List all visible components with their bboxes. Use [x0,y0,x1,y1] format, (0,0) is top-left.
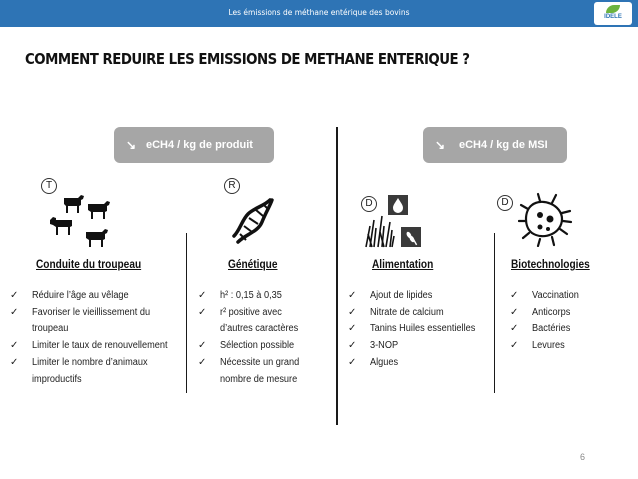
list-item: ✓ Sélection possible [198,338,306,355]
presentation-title: Les émissions de méthane entérique des bovins [228,8,410,17]
list-item-continuation: improductifs [32,373,82,385]
list-item-continuation: troupeau [32,323,69,335]
logo-text: IDELE [604,14,622,20]
list-item: ✓ Limiter le taux de renouvellement [10,338,179,355]
idele-logo [594,2,632,25]
bacteria-icon [518,191,574,247]
dna-icon [232,196,276,248]
list-item: ✓ 3-NOP [348,338,485,355]
list-conduite [10,288,179,388]
center-divider [336,127,338,425]
list-item: ✓ r² positive avec [198,305,306,322]
list-biotechnologies [510,288,583,355]
product-emission-box [114,127,274,163]
list-item: ✓ h² : 0,15 à 0,35 [198,288,306,305]
list-alimentation [348,288,485,372]
list-genetique [198,288,306,388]
oil-drop-icon [388,195,408,215]
msi-emission-label: eCH4 / kg de MSI [459,139,548,151]
list-item: ✓ Algues [348,355,485,372]
list-item-continuation: nombre de mesure [220,373,298,385]
list-item: ✓ Vaccination [510,288,583,305]
letter-badge-t: T [41,178,57,194]
logo-leaf-icon [606,5,620,13]
list-item: ✓ Nécessite un grand [198,355,306,372]
letter-badge-d2: D [497,195,513,211]
list-item: ✓ Bactéries [510,321,583,338]
list-item-continuation: d’autres caractères [220,323,299,335]
cows-icon [46,190,124,252]
list-item: ✓ Anticorps [510,305,583,322]
page-number: 6 [580,452,586,462]
list-item: ✓ Tanins Huiles essentielles [348,321,485,338]
column-title-conduite: Conduite du troupeau [36,259,142,271]
msi-emission-box [423,127,567,163]
column-title-biotechnologies: Biotechnologies [511,259,590,271]
list-item: ✓ Levures [510,338,583,355]
list-item: ✓ Favoriser le vieillissement du [10,305,179,322]
top-bar [0,0,638,27]
letter-badge-r: R [224,178,240,194]
wheat-icon [401,227,421,247]
grass-icon [364,214,396,248]
divider-left [186,233,187,393]
list-item: ✓ Réduire l’âge au vêlage [10,288,179,305]
trend-down-icon: ↘ [126,138,137,152]
divider-right [494,233,495,393]
slide-title: COMMENT REDUIRE LES EMISSIONS DE METHANE ENTERIQUE ? [25,50,470,68]
list-item: ✓ Nitrate de calcium [348,305,485,322]
letter-badge-d1: D [361,196,377,212]
list-item: ✓ Ajout de lipides [348,288,485,305]
column-title-alimentation: Alimentation [372,259,434,271]
list-item: ✓ Limiter le nombre d’animaux [10,355,179,372]
product-emission-label: eCH4 / kg de produit [146,139,253,151]
column-title-genetique: Génétique [228,259,278,271]
trend-down-icon: ↘ [435,138,446,152]
